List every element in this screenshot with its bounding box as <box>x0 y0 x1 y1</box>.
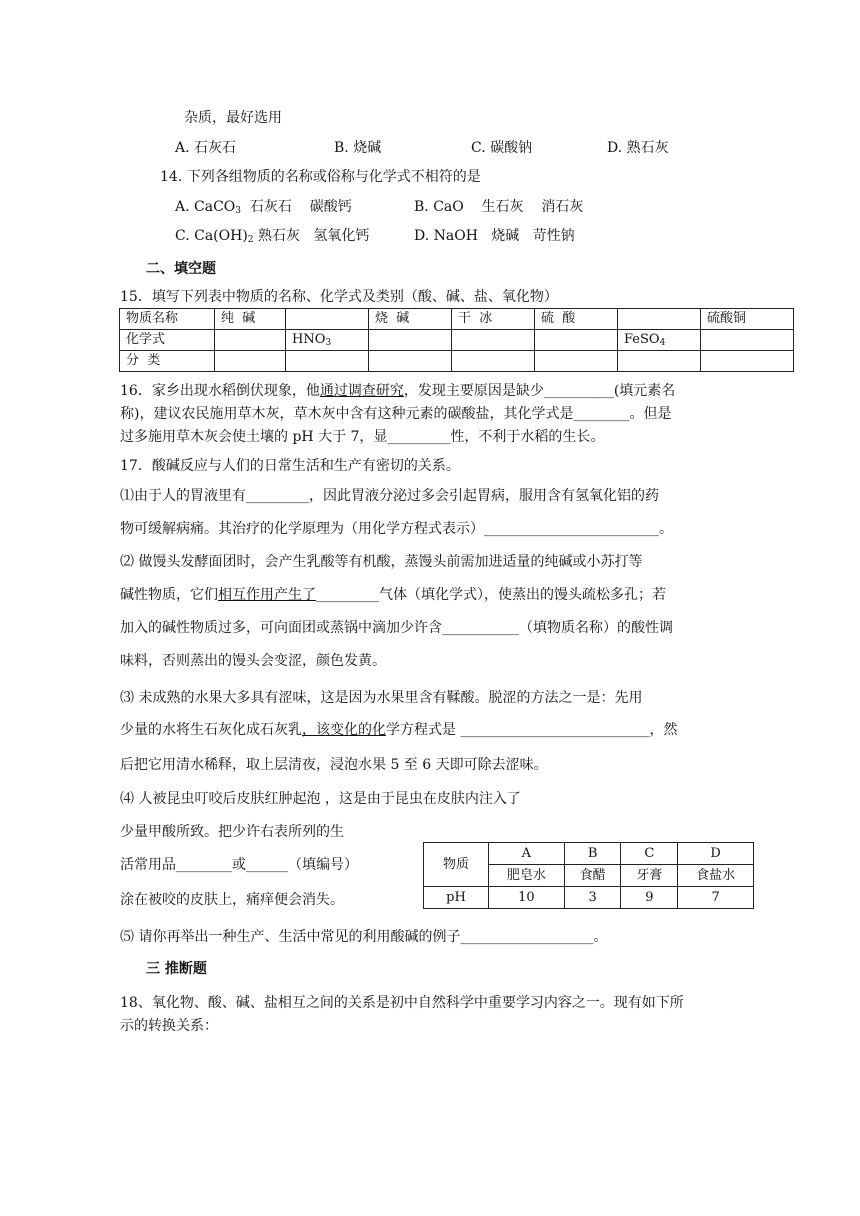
q18-line-2: 示的转换关系： <box>120 1018 218 1034</box>
q17-part3-line1: ⑶ 未成熟的水果大多具有涩味，这是因为水果里含有鞣酸。脱涩的方法之一是：先用 <box>120 690 643 706</box>
q15-cell: 化学式 <box>120 330 215 351</box>
q15-cell <box>701 351 794 372</box>
ph-table-header-row <box>424 843 754 865</box>
q15-cell <box>452 330 535 351</box>
q15-cell <box>369 351 452 372</box>
q14-a-names: 石灰石 碳酸钙 <box>241 199 352 215</box>
ph-table-label: 物质 <box>424 843 489 887</box>
q17-text: 碱性物质，它们 <box>120 587 218 603</box>
q15-cell <box>535 330 618 351</box>
q17-part3-line3: 后把它用清水稀释，取上层清夜，浸泡水果 5 至 6 天即可除去涩味。 <box>120 757 548 773</box>
q15-hno3: HNO <box>292 332 326 347</box>
q15-cell <box>452 351 535 372</box>
q17-text: 少量的水将生石灰化成石灰乳 <box>120 722 302 738</box>
q15-cell <box>286 330 369 351</box>
section-2-heading: 二、填空题 <box>146 261 216 277</box>
q17-part1-line2: 物可缓解病痛。其治疗的化学原理为（用化学方程式表示）_________________________。 <box>120 521 673 537</box>
q13-option-c: C. 碳酸钠 <box>471 140 533 156</box>
q17-part4-line4: 涂在被咬的皮肤上，痛痒便会消失。 <box>120 892 344 908</box>
q15-cell <box>369 330 452 351</box>
q16-line-1 <box>120 381 675 401</box>
ph-table-ph-row <box>424 887 754 909</box>
q15-cell: 纯 碱 <box>215 309 286 330</box>
q14-a-subscript: 3 <box>235 206 241 216</box>
q17-text: _________气体（填化学式），使蒸出的馒头疏松多孔；若 <box>316 587 666 603</box>
q15-cell <box>286 351 369 372</box>
ph-table <box>423 842 754 909</box>
q17-part3-line2 <box>120 720 677 740</box>
q15-hno3-sub: 3 <box>325 338 332 348</box>
q17-stem: 17．酸碱反应与人们的日常生活和生产有密切的关系。 <box>120 458 460 474</box>
ph-table-value: 9 <box>621 887 678 909</box>
ph-table-value: 7 <box>678 887 754 909</box>
q15-cell <box>215 330 286 351</box>
q17-part2-line4: 味料，否则蒸出的馒头会变涩，颜色发黄。 <box>120 653 386 669</box>
q14-stem: 14. 下列各组物质的名称或俗称与化学式不相符的是 <box>160 169 481 185</box>
q17-part5: ⑸ 请你再举出一种生产、生活中常见的利用酸碱的例子___________________。 <box>120 929 608 945</box>
q17-part4-line3: 活常用品________或______（填编号） <box>120 857 358 873</box>
q15-row-formula <box>120 330 794 351</box>
q14-option-b: B. CaO 生石灰 消石灰 <box>414 199 584 215</box>
q14-c-subscript: 2 <box>247 235 254 245</box>
q15-cell: 硫 酸 <box>535 309 618 330</box>
q13-continuation: 杂质，最好选用 <box>184 110 282 126</box>
q15-stem: 15．填写下列表中物质的名称、化学式及类别（酸、碱、盐、氧化物） <box>120 289 558 305</box>
q14-c-formula: C. Ca(OH) <box>175 228 248 244</box>
q15-cell: 干 冰 <box>452 309 535 330</box>
q14-c-names: 熟石灰 氢氧化钙 <box>253 228 370 244</box>
ph-table-letter: D <box>678 843 754 865</box>
q14-option-a <box>175 197 352 217</box>
q14-a-formula: A. CaCO <box>175 199 236 215</box>
q15-cell <box>701 330 794 351</box>
q14-option-d: D. NaOH 烧碱 苛性钠 <box>414 228 575 244</box>
q15-feso4: FeSO <box>624 332 660 347</box>
q15-cell <box>286 309 369 330</box>
q17-part4-line1: ⑷ 人被昆虫叮咬后皮肤红肿起泡 ，这是由于昆虫在皮肤内注入了 <box>120 791 521 807</box>
ph-table-value: 3 <box>564 887 621 909</box>
ph-table-value: 10 <box>489 887 565 909</box>
ph-table-substance: 肥皂水 <box>489 865 565 887</box>
q15-cell <box>618 351 701 372</box>
ph-table-letter: C <box>621 843 678 865</box>
q17-text: 学方程式是 ___________________________，然 <box>386 722 678 738</box>
q15-cell: 烧 碱 <box>369 309 452 330</box>
q16-text: 16．家乡出现水稻倒伏现象，他 <box>120 383 320 399</box>
q15-cell: 硫酸铜 <box>701 309 794 330</box>
q15-table <box>119 308 794 372</box>
q15-cell <box>618 309 701 330</box>
q13-option-b: B. 烧碱 <box>334 140 382 156</box>
q15-cell: 分 类 <box>120 351 215 372</box>
q15-cell <box>215 351 286 372</box>
q18-line-1: 18、氧化物、酸、碱、盐相互之间的关系是初中自然科学中重要学习内容之一。现有如下所 <box>120 995 684 1011</box>
ph-table-substance: 食盐水 <box>678 865 754 887</box>
q16-text: ，发现主要原因是缺少__________(填元素名 <box>403 383 676 399</box>
q16-underlined: 通过调查研究 <box>319 383 404 399</box>
q13-option-a: A. 石灰石 <box>175 140 237 156</box>
ph-table-letter: A <box>489 843 565 865</box>
q17-part2-line2 <box>120 585 666 605</box>
q15-row-name <box>120 309 794 330</box>
q17-part2-line3: 加入的碱性物质过多，可向面团或蒸锅中滴加少许含___________（填物质名称）的酸性调 <box>120 620 673 636</box>
q15-cell <box>618 330 701 351</box>
q15-row-category <box>120 351 794 372</box>
q17-part2-line1: ⑵ 做馒头发酵面团时，会产生乳酸等有机酸，蒸馒头前需加进适量的纯碱或小苏打等 <box>120 554 643 570</box>
q17-underlined: ，该变化的化 <box>302 722 386 738</box>
q15-feso4-sub: 4 <box>659 338 666 348</box>
q15-cell <box>535 351 618 372</box>
q17-part4-line2: 少量甲酸所致。把少许右表所列的生 <box>120 824 344 840</box>
q16-line-2: 称)，建议农民施用草木灰，草木灰中含有这种元素的碳酸盐，其化学式是________。但是 <box>120 406 672 422</box>
ph-table-label: pH <box>424 887 489 909</box>
q14-option-c <box>175 226 369 246</box>
q15-cell: 物质名称 <box>120 309 215 330</box>
ph-table-letter: B <box>564 843 621 865</box>
q17-underlined: 相互作用产生了 <box>218 587 316 603</box>
ph-table-substance: 牙膏 <box>621 865 678 887</box>
q17-part1-line1: ⑴由于人的胃液里有_________，因此胃液分泌过多会引起胃病，服用含有氢氧化铝的药 <box>120 488 659 504</box>
ph-table-substance: 食醋 <box>564 865 621 887</box>
q16-line-3: 过多施用草木灰会使土壤的 pH 大于 7，显_________性，不利于水稻的生长。 <box>120 429 605 445</box>
q13-option-d: D. 熟石灰 <box>607 140 669 156</box>
section-3-heading: 三 推断题 <box>146 961 207 977</box>
